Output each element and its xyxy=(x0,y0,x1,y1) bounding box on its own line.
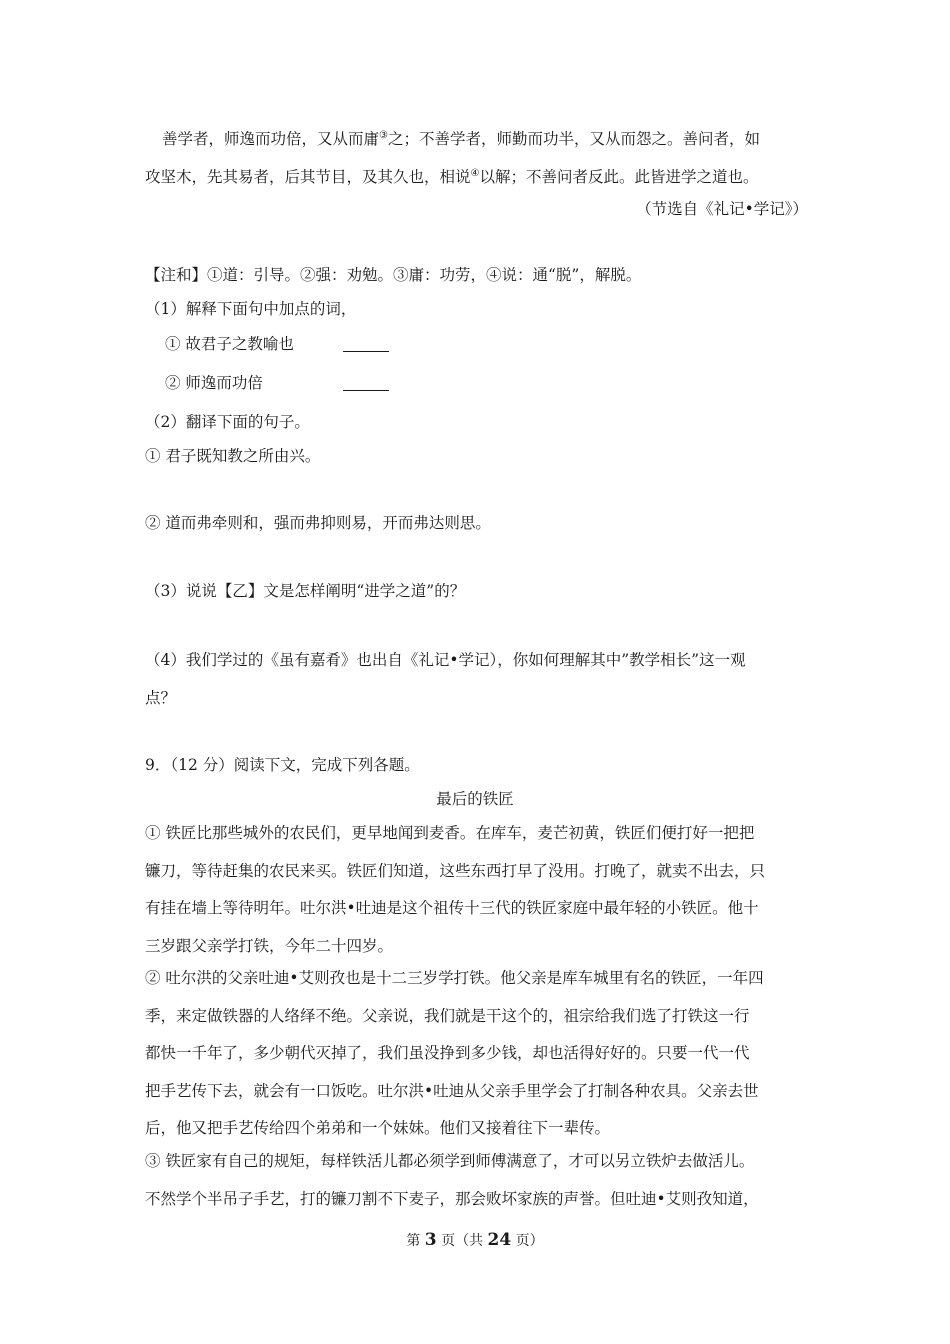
item-text: ① 故君子之教喻也 xyxy=(165,335,294,353)
article-line: 后，他又把手艺传给四个弟弟和一个妹妹。他们又接着往下一辈传。 xyxy=(145,1119,611,1137)
total-pages: 24 xyxy=(487,1230,512,1250)
question-4-line-2: 点？ xyxy=(145,689,177,707)
question-3: （3）说说【乙】文是怎样阐明“进学之道”的？ xyxy=(145,582,466,600)
article-line: 镰刀，等待赶集的农民来买。铁匠们知道，这些东西打早了没用。打晚了，就卖不出去，只 xyxy=(145,862,766,880)
answer-blank[interactable] xyxy=(343,376,389,391)
question-9-heading: 9．（12 分）阅读下文，完成下列各题。 xyxy=(145,756,420,774)
note-marker: ④ xyxy=(470,168,480,179)
passage-text: 善学者，师逸而功倍，又从而庸 xyxy=(162,130,380,149)
passage-line-1 xyxy=(162,126,760,149)
article-line: ③ 铁匠家有自己的规矩，每样铁活儿都必须学到师傅满意了，才可以另立铁炉去做活儿。 xyxy=(145,1152,755,1170)
footer-prefix: 第 xyxy=(406,1233,421,1249)
article-line: ② 吐尔洪的父亲吐迪•艾则孜也是十二三岁学打铁。他父亲是库车城里有名的铁匠，一年四 xyxy=(145,969,764,987)
footer-mid: 页（共 xyxy=(441,1233,484,1249)
page-footer xyxy=(0,1230,950,1250)
footer-suffix: 页） xyxy=(515,1233,544,1249)
answer-blank[interactable] xyxy=(343,337,389,352)
article-title: 最后的铁匠 xyxy=(436,790,514,808)
passage-text: 攻坚木，先其易者，后其节目，及其久也，相说 xyxy=(145,168,471,187)
article-line: 不然学个半吊子手艺，打的镰刀割不下麦子，那会败坏家族的声誉。但吐迪•艾则孜知道， xyxy=(145,1190,759,1208)
article-line: ① 铁匠比那些城外的农民们，更早地闻到麦香。在库车，麦芒初黄，铁匠们便打好一把把 xyxy=(145,824,755,842)
question-1-item-1 xyxy=(165,334,294,354)
question-2-item-2: ② 道而弗牵则和，强而弗抑则易，开而弗达则思。 xyxy=(145,514,491,532)
passage-line-2 xyxy=(145,164,759,187)
article-line: 把手艺传下去，就会有一口饭吃。吐尔洪•吐迪从父亲手里学会了打制各种农具。父亲去世 xyxy=(145,1082,759,1100)
article-line: 都快一千年了，多少朝代灭掉了，我们虽没挣到多少钱，却也活得好好的。只要一代一代 xyxy=(145,1044,750,1062)
page-number: 3 xyxy=(424,1230,437,1250)
passage-source: （节选自《礼记•学记》） xyxy=(636,200,808,218)
article-line: 季，来定做铁器的人络绎不绝。父亲说，我们就是干这个的，祖宗给我们选了打铁这一行 xyxy=(145,1007,750,1025)
passage-text: 之；不善学者，师勤而功半，又从而怨之。善问者，如 xyxy=(387,130,760,149)
question-1-item-2 xyxy=(165,373,263,393)
article-line: 有挂在墙上等待明年。吐尔洪•吐迪是这个祖传十三代的铁匠家庭中最年轻的小铁匠。他十 xyxy=(145,899,759,917)
passage-text: 以解；不善问者反此。此皆进学之道也。 xyxy=(479,168,759,187)
question-2: （2）翻译下面的句子。 xyxy=(145,413,310,431)
question-2-item-1: ① 君子既知教之所由兴。 xyxy=(145,447,321,465)
note-marker: ③ xyxy=(379,130,388,141)
question-1: （1）解释下面句中加点的词， xyxy=(145,300,357,318)
question-4-line-1: （4）我们学过的《虽有嘉肴》也出自《礼记•学记），你如何理解其中”教学相长”这一观 xyxy=(145,651,746,669)
annotation-notes: 【注和】①道：引导。②强：劝勉。③庸：功劳，④说：通“脱”，解脱。 xyxy=(145,266,642,284)
article-line: 三岁跟父亲学打铁，今年二十四岁。 xyxy=(145,937,394,955)
item-text: ② 师逸而功倍 xyxy=(165,374,263,392)
